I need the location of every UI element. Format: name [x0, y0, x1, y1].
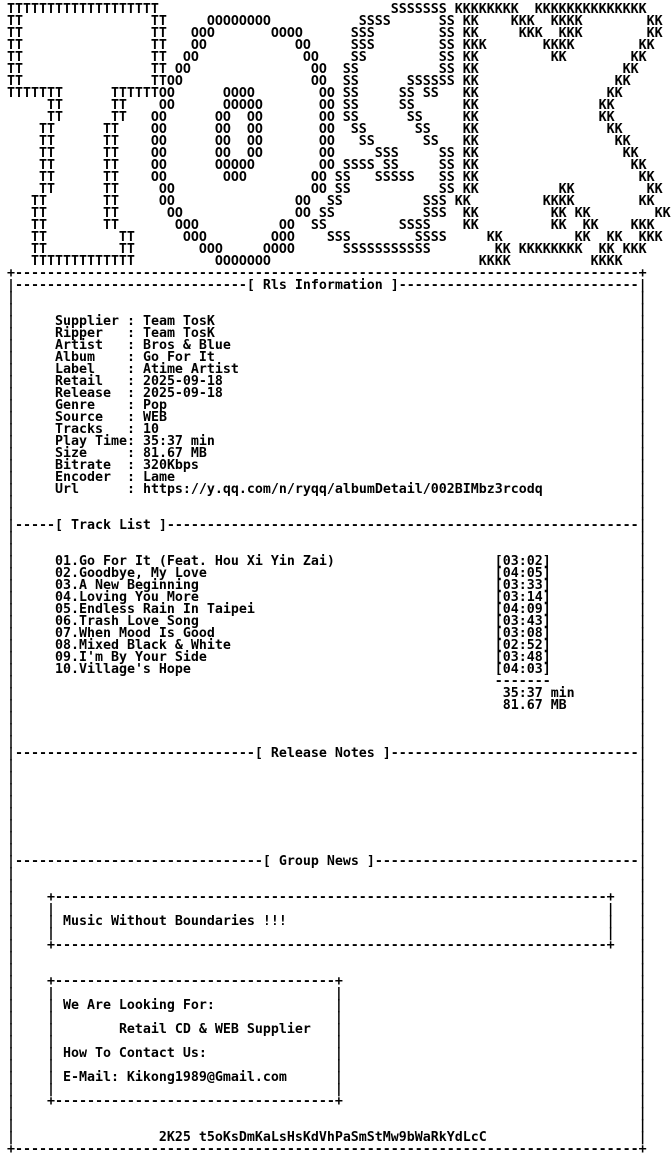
spacer-line: | |: [7, 770, 647, 785]
track-section-title: |-----[ Track List ]-----------------------------------------------------------|: [7, 518, 647, 533]
rls-section-title-text: Rls Information: [262, 278, 383, 293]
track-row-text: 03.A New Beginning: [54, 578, 199, 593]
track-row-text: 09.I'm By Your Side: [54, 650, 207, 665]
spacer-line: | |: [7, 530, 647, 545]
track-row-text: 10.Village's Hope: [54, 662, 191, 677]
ascii-logo-line: TT TT OO OO SS SSS KK KKKK KK: [7, 194, 655, 209]
rls-info-row: | Genre : Pop |: [7, 398, 647, 413]
rls-info-row-text: Size: [54, 446, 127, 461]
ascii-logo-line: TT TT OO OOO OO SS SSSSS SS KK KK: [7, 170, 655, 185]
rls-info-row-text: 2025-09-18: [142, 386, 223, 401]
track-row-text: [03:43]: [494, 614, 551, 629]
ascii-logo-line: TTTTTTTTTTTTT OOOOOOO KKKK KKKK: [7, 254, 623, 269]
rls-info-row: | Artist : Bros & Blue |: [7, 338, 647, 353]
spacer-line: | |: [7, 962, 647, 977]
total-divider: | ------- |: [7, 674, 647, 689]
notes-section-title: |------------------------------[ Release Notes ]-------------------------------|: [7, 746, 647, 761]
ascii-logo-line: TT TT OOO OOO SSS SSSS KK KK KK KKK: [7, 230, 663, 245]
rls-info-row-text: Encoder: [54, 470, 127, 485]
ascii-logo-line: TT TT OOO OOOO SSS SS KK KKK KKK KK: [7, 26, 663, 41]
spacer-line: | |: [7, 842, 647, 857]
track-row-text: [03:08]: [494, 626, 551, 641]
rls-info-row: | Play Time: 35:37 min |: [7, 434, 647, 449]
track-row: | 06.Trash Love Song [03:43] |: [7, 614, 647, 629]
rls-info-row: | Album : Go For It |: [7, 350, 647, 365]
rls-info-row: | Supplier : Team TosK |: [7, 314, 647, 329]
track-row: | 08.Mixed Black & White [02:52] |: [7, 638, 647, 653]
rls-info-row-text: Supplier: [54, 314, 127, 329]
motto-line-text: Music Without Boundaries !!!: [62, 914, 287, 929]
rls-section-title: |-----------------------------[ Rls Information ]------------------------------|: [7, 278, 647, 293]
rls-info-row-text: WEB: [142, 410, 167, 425]
spacer-line: | |: [7, 710, 647, 725]
total-size: | 81.67 MB |: [7, 698, 647, 713]
spacer-line: | |: [7, 1106, 647, 1121]
rls-info-row-text: 81.67 MB: [142, 446, 207, 461]
total-time-text: 35:37 min: [502, 686, 575, 701]
contact-email-text: E-Mail: Kikong1989@Gmail.com: [62, 1070, 287, 1085]
track-row-text: [04:05]: [494, 566, 551, 581]
rls-info-row-text: Genre: [54, 398, 127, 413]
contact-box-side: | | | |: [7, 1010, 647, 1025]
track-row-text: 07.When Mood Is Good: [54, 626, 215, 641]
track-row: | 01.Go For It (Feat. Hou Xi Yin Zai) [03:02] |: [7, 554, 647, 569]
track-row: | 03.A New Beginning [03:33] |: [7, 578, 647, 593]
total-time: | 35:37 min |: [7, 686, 647, 701]
spacer-line: | |: [7, 542, 647, 557]
track-row-text: [04:09]: [494, 602, 551, 617]
rls-info-row-text: Release: [54, 386, 127, 401]
ascii-logo-line: TTTTTTT TTTTTTOO OOOO OO SS SS SS KK KK: [7, 86, 623, 101]
ascii-logo-line: TT TT OO OO OO OO SS SS KK KK: [7, 122, 623, 137]
track-row-text: 05.Endless Rain In Taipei: [54, 602, 255, 617]
spacer-line: | |: [7, 494, 647, 509]
spacer-line: | |: [7, 830, 647, 845]
ascii-logo-line: TT TT OO OO SSS SS KKK KKKK KK: [7, 38, 655, 53]
rls-info-row-text: Team TosK: [142, 326, 215, 341]
rls-info-row-text: Go For It: [142, 350, 215, 365]
spacer-line: | |: [7, 818, 647, 833]
footer-tag-text: 2K25 t5oKsDmKaLsHsKdVhPaSmStMw9bWaRkYdLcC: [158, 1130, 487, 1145]
spacer-line: | |: [7, 1118, 647, 1133]
contact-box-bottom: | +-----------------------------------+ |: [7, 1094, 647, 1109]
notes-section-title-text: Release Notes: [270, 746, 375, 761]
spacer-line: | |: [7, 878, 647, 893]
motto-box-side: | | | |: [7, 926, 647, 941]
spacer-line: | |: [7, 722, 647, 737]
contact-box-top: | +-----------------------------------+ |: [7, 974, 647, 989]
rls-info-row: | Size : 81.67 MB |: [7, 446, 647, 461]
spacer-line: | |: [7, 794, 647, 809]
ascii-logo-line: TT TT OOO OO SS SSSS KK KK KK KKK: [7, 218, 655, 233]
rls-info-row: | Retail : 2025-09-18 |: [7, 374, 647, 389]
ascii-logo-line: TT TT OO OO OO OO SS SS KK KK: [7, 134, 631, 149]
rls-info-row: | Release : 2025-09-18 |: [7, 386, 647, 401]
spacer-line: | |: [7, 290, 647, 305]
rls-info-row-text: Bitrate: [54, 458, 127, 473]
spacer-line: | |: [7, 302, 647, 317]
rls-info-row-text: 10: [142, 422, 159, 437]
rls-info-row: | Tracks : 10 |: [7, 422, 647, 437]
contact-box-side: | | | |: [7, 1034, 647, 1049]
contact-heading-text: How To Contact Us:: [62, 1046, 207, 1061]
rls-info-row: | Encoder : Lame |: [7, 470, 647, 485]
rls-info-row: | Url : https://y.qq.com/n/ryqq/albumDetail/002BIMbz3rcodq |: [7, 482, 647, 497]
total-size-text: 81.67 MB: [502, 698, 567, 713]
recruit-role: | | Retail CD & WEB Supplier | |: [7, 1022, 647, 1037]
recruit-heading-text: We Are Looking For:: [62, 998, 215, 1013]
bottom-border: +------------------------------------------------------------------------------+: [7, 1142, 647, 1157]
contact-box-side: | | | |: [7, 1058, 647, 1073]
track-row-text: 04.Loving You More: [54, 590, 199, 605]
track-row: | 02.Goodbye, My Love [04:05] |: [7, 566, 647, 581]
top-border: +------------------------------------------------------------------------------+: [7, 266, 647, 281]
rls-info-row-text: Atime Artist: [142, 362, 239, 377]
track-section-title-text: Track List: [70, 518, 151, 533]
track-row: | 10.Village's Hope [04:03] |: [7, 662, 647, 677]
track-row: | 07.When Mood Is Good [03:08] |: [7, 626, 647, 641]
track-row-text: [03:33]: [494, 578, 551, 593]
ascii-logo-line: TT TT OOOOOOOO SSSS SS KK KKK KKKK KK: [7, 14, 663, 29]
recruit-role-text: Retail CD & WEB Supplier: [118, 1022, 311, 1037]
spacer-line: | |: [7, 866, 647, 881]
ascii-logo-line: TT TT OO OOOOO OO SS SS KK KK: [7, 98, 615, 113]
ascii-logo-line: TT TTOO OO SS SSSSSS KK KK: [7, 74, 631, 89]
rls-info-row-text: Label: [54, 362, 127, 377]
contact-box-side: | | | |: [7, 1082, 647, 1097]
spacer-line: | |: [7, 734, 647, 749]
rls-info-row-text: Play Time: [54, 434, 127, 449]
track-row-text: [04:03]: [494, 662, 551, 677]
rls-info-row-text: 2025-09-18: [142, 374, 223, 389]
contact-box-side: | | | |: [7, 986, 647, 1001]
ascii-logo-line: TT TT OO OO SS SS KK KK KK: [7, 50, 647, 65]
spacer-line: | |: [7, 950, 647, 965]
track-row: | 05.Endless Rain In Taipei [04:09] |: [7, 602, 647, 617]
rls-info-row-text: Pop: [142, 398, 167, 413]
motto-box-side: | | | |: [7, 902, 647, 917]
rls-info-row-text: Source: [54, 410, 127, 425]
ascii-logo-line: TT TT OO OO SS SS KK KK: [7, 62, 639, 77]
spacer-line: | |: [7, 782, 647, 797]
track-row-text: [03:02]: [494, 554, 551, 569]
track-row-text: [03:14]: [494, 590, 551, 605]
track-row-text: 01.Go For It (Feat. Hou Xi Yin Zai): [54, 554, 335, 569]
contact-email: | | E-Mail: Kikong1989@Gmail.com | |: [7, 1070, 647, 1085]
motto-box-bottom: | +---------------------------------------------------------------------+ |: [7, 938, 647, 953]
rls-info-row-text: Album: [54, 350, 127, 365]
rls-info-row-text: Artist: [54, 338, 127, 353]
track-row: | 04.Loving You More [03:14] |: [7, 590, 647, 605]
track-row-text: [02:52]: [494, 638, 551, 653]
ascii-logo-line: TT TT OO OO SS SS KK KK KK: [7, 182, 663, 197]
rls-info-row-text: Ripper: [54, 326, 127, 341]
contact-heading: | | How To Contact Us: | |: [7, 1046, 647, 1061]
track-row-text: [03:48]: [494, 650, 551, 665]
news-section-title-text: Group News: [278, 854, 359, 869]
rls-info-row: | Label : Atime Artist |: [7, 362, 647, 377]
rls-info-row-text: 35:37 min: [142, 434, 215, 449]
motto-box-top: | +---------------------------------------------------------------------+ |: [7, 890, 647, 905]
ascii-logo-line: TT TT OO OO OO OO SSS SS KK KK: [7, 146, 639, 161]
rls-info-row-text: Url: [54, 482, 127, 497]
ascii-logo-line: TT TT OOO OOOO SSSSSSSSSSS KK KKKKKKKK KK KKK: [7, 242, 647, 257]
motto-line: | | Music Without Boundaries !!! | |: [7, 914, 647, 929]
recruit-heading: | | We Are Looking For: | |: [7, 998, 647, 1013]
track-row-text: 08.Mixed Black & White: [54, 638, 231, 653]
spacer-line: | |: [7, 806, 647, 821]
rls-info-row-text: Retail: [54, 374, 127, 389]
track-row-text: 02.Goodbye, My Love: [54, 566, 207, 581]
nfo-document: [7, 4, 671, 1156]
rls-info-row-text: Team TosK: [142, 314, 215, 329]
ascii-logo-line: TT TT OO OO SS SSS KK KK KK KK: [7, 206, 671, 221]
ascii-logo-line: TTTTTTTTTTTTTTTTTTT SSSSSSS KKKKKKKK KKKKKKKKKKKKKK: [7, 2, 647, 17]
news-section-title: |-------------------------------[ Group News ]---------------------------------|: [7, 854, 647, 869]
rls-info-row: | Bitrate : 320Kbps |: [7, 458, 647, 473]
track-row-text: 06.Trash Love Song: [54, 614, 199, 629]
ascii-logo-line: TT TT OO OOOOO OO SSSS SS SS KK KK: [7, 158, 647, 173]
rls-info-row-text: 320Kbps: [142, 458, 199, 473]
track-row: | 09.I'm By Your Side [03:48] |: [7, 650, 647, 665]
rls-info-row-text: Tracks: [54, 422, 127, 437]
rls-info-row: | Ripper : Team TosK |: [7, 326, 647, 341]
rls-info-row-text: https://y.qq.com/n/ryqq/albumDetail/002BIMbz3rcodq: [142, 482, 543, 497]
rls-info-row-text: Bros & Blue: [142, 338, 231, 353]
spacer-line: | |: [7, 758, 647, 773]
rls-info-row-text: Lame: [142, 470, 175, 485]
spacer-line: | |: [7, 506, 647, 521]
footer-tag: | 2K25 t5oKsDmKaLsHsKdVhPaSmStMw9bWaRkYdLcC |: [7, 1130, 647, 1145]
rls-info-row: | Source : WEB |: [7, 410, 647, 425]
ascii-logo-line: TT TT OO OO OO OO SS SS KK KK: [7, 110, 615, 125]
